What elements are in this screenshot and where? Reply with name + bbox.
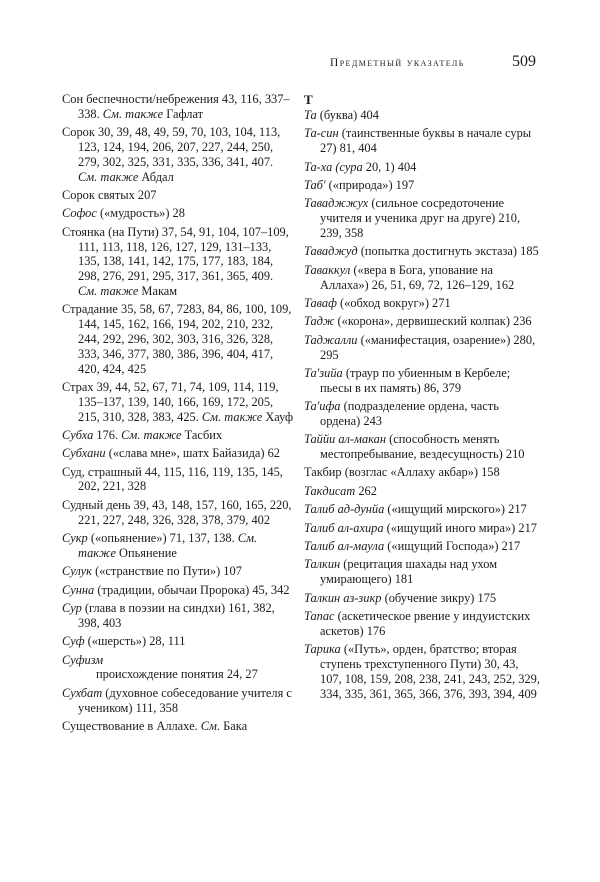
entry-pages: («странствие по Пути») 107 xyxy=(91,564,242,579)
entry-pages: («ищущий иного мира») 217 xyxy=(383,520,537,535)
entry-term: Софос xyxy=(62,206,97,221)
entry-term: Таййи ал-макан xyxy=(304,432,386,447)
index-entry xyxy=(304,160,540,175)
entry-term: Тарика xyxy=(304,642,341,657)
index-entry xyxy=(304,244,540,259)
entry-term: Талиб ад-дунйа xyxy=(304,502,385,517)
entry-pages: (обучение зикру) 175 xyxy=(381,590,497,605)
entry-term: Сорок святых xyxy=(62,187,135,202)
index-entry xyxy=(304,314,540,329)
entry-pages: 176. xyxy=(93,427,122,442)
index-entry xyxy=(62,634,294,649)
index-entry xyxy=(304,333,540,363)
page-number: 509 xyxy=(512,53,536,70)
see-also-label: См. также xyxy=(121,427,182,442)
entry-term: Та-син xyxy=(304,126,339,141)
entry-term: Талиб ал-ахира xyxy=(304,520,384,535)
index-entry xyxy=(62,653,294,683)
see-also-label: См. также xyxy=(102,106,164,121)
entry-term: Талкин xyxy=(304,557,341,572)
see-also-label: См. также xyxy=(78,531,258,560)
entry-term: Судный день xyxy=(62,497,131,512)
entry-term: Суд, страшный xyxy=(62,464,142,479)
see-also-target: Опьянение xyxy=(115,545,177,560)
index-entry xyxy=(62,302,294,376)
see-also-target: Хауф xyxy=(262,409,294,424)
entry-pages: («природа») 197 xyxy=(325,177,415,192)
running-head: Предметный указатель xyxy=(330,57,465,69)
entry-term: Таваджжух xyxy=(304,196,369,211)
index-entry xyxy=(304,521,540,536)
entry-pages: 207 xyxy=(134,187,157,202)
entry-pages: 43, 116, 337–338. xyxy=(78,92,290,121)
index-entry xyxy=(62,498,294,528)
entry-pages: («слава мне», шатх Байазида) 62 xyxy=(105,446,280,461)
index-entry xyxy=(304,296,540,311)
entry-pages: («корона», дервишеский колпак) 236 xyxy=(334,314,532,329)
entry-pages: («обход вокруг») 271 xyxy=(336,295,451,310)
index-entry xyxy=(304,196,540,240)
entry-pages: (траур по убиенным в Кербеле; пьесы в их память) 86, 379 xyxy=(320,365,511,395)
entry-pages: («манифестация, озарение») 280, 295 xyxy=(320,332,536,362)
entry-term: Таваккул xyxy=(304,262,351,277)
index-entry xyxy=(62,92,294,122)
index-entry xyxy=(62,428,294,443)
see-also-target: Макам xyxy=(138,283,178,298)
entry-term: Страх xyxy=(62,379,94,394)
see-also-target: Тасбих xyxy=(181,427,223,442)
entry-pages: 39, 43, 148, 157, 160, 165, 220, 221, 227, 248, 326, 328, 378, 379, 402 xyxy=(78,497,292,527)
entry-pages: («мудрость») 28 xyxy=(96,206,185,221)
index-entry xyxy=(304,178,540,193)
see-also-label: См. также xyxy=(201,409,263,424)
entry-term: Суфизм xyxy=(62,652,104,667)
entry-pages: 44, 115, 116, 119, 135, 145, 202, 221, 328 xyxy=(78,464,283,494)
entry-pages: 20, 1) 404 xyxy=(362,159,417,174)
entry-term: Талиб ал-маула xyxy=(304,539,385,554)
entry-term: Сон беспечности/небрежения xyxy=(62,92,219,106)
index-entry xyxy=(304,557,540,587)
entry-pages: (рецитация шахады над ухом умирающего) 181 xyxy=(320,557,498,587)
entry-term: Сукр xyxy=(62,531,88,546)
see-also-target: Гафлат xyxy=(163,106,204,121)
index-column-left xyxy=(62,92,294,737)
index-entry xyxy=(62,686,294,716)
entry-term: Таваджуд xyxy=(304,244,358,259)
entry-term: Сорок xyxy=(62,125,95,140)
entry-term: Страдание xyxy=(62,302,118,317)
index-entry xyxy=(62,601,294,631)
index-entry xyxy=(304,126,540,156)
entry-pages: (традиции, обычаи Пророка) 45, 342 xyxy=(94,582,290,597)
index-entry xyxy=(62,206,294,221)
entry-term: Такбир xyxy=(304,465,342,480)
entry-pages: (попытка достигнуть экстаза) 185 xyxy=(357,244,539,259)
entry-pages: (сильное сосредоточение учителя и ученика друг на друге) 210, 239, 358 xyxy=(320,196,521,240)
letter-heading: Т xyxy=(304,92,313,107)
see-also-target: Абдал xyxy=(138,169,174,184)
index-entry xyxy=(304,465,540,480)
entry-term: Та'ифа xyxy=(304,399,341,414)
entry-pages: 262 xyxy=(355,483,377,498)
index-entry xyxy=(304,642,540,701)
index-entry xyxy=(304,366,540,396)
index-entry xyxy=(62,564,294,579)
entry-pages: 30, 39, 48, 49, 59, 70, 103, 104, 113, 123, 124, 194, 206, 207, 227, 244, 250, 279, 302, 325, 331, 335, 336, 341, 407. xyxy=(78,125,281,169)
entry-term: Сур xyxy=(62,601,82,616)
index-entry xyxy=(62,465,294,495)
entry-pages: («Путь», орден, братство; вторая ступень трехступенного Пути) 30, 43, 107, 108, 159, 208, 238, 241, 243, 252, 329, 334, 335, 361, 365, 366, 376, 393, 394, 409 xyxy=(320,642,540,701)
entry-term: Субхани xyxy=(62,446,106,461)
see-also-label: См. xyxy=(200,718,221,733)
entry-term: Та xyxy=(304,108,317,122)
see-also-label: См. также xyxy=(78,283,139,298)
index-entries-right xyxy=(304,108,540,701)
entry-pages: (глава в поэзии на синдхи) 161, 382, 398, 403 xyxy=(78,601,275,630)
entry-pages: (подразделение ордена, часть ордена) 243 xyxy=(320,399,499,428)
entry-pages: (таинственные буквы в начале суры 27) 81, 404 xyxy=(320,126,532,156)
index-entry xyxy=(304,432,540,462)
index-entry xyxy=(304,263,540,293)
entry-term: Сулук xyxy=(62,564,92,579)
entry-term: Тадж xyxy=(304,314,335,329)
entry-term: Стоянка (на Пути) xyxy=(62,224,159,239)
entry-pages: («вера в Бога, упование на Аллаха») 26, 51, 69, 72, 126–129, 162 xyxy=(320,262,515,292)
index-entry xyxy=(62,380,294,424)
index-entry xyxy=(304,609,540,639)
entry-term: Талкин аз-зикр xyxy=(304,590,382,605)
index-entry xyxy=(304,108,540,123)
index-entry xyxy=(62,188,294,203)
index-entry xyxy=(62,719,294,734)
index-entry xyxy=(62,531,294,561)
entry-term: Тапас xyxy=(304,608,335,623)
entry-term: Суф xyxy=(62,634,85,649)
entry-pages: (буква) 404 xyxy=(316,108,379,122)
entry-subentry: происхождение понятия 24, 27 xyxy=(96,667,258,682)
entry-term: Таб' xyxy=(304,177,326,192)
index-column-right xyxy=(304,92,540,705)
entry-pages: («ищущий Господа») 217 xyxy=(384,539,521,554)
entry-term: Таваф xyxy=(304,295,337,310)
see-also-label: См. также xyxy=(78,169,139,184)
entry-term: Сунна xyxy=(62,582,95,597)
entry-term: Субха xyxy=(62,427,94,442)
entry-pages: 35, 58, 67, 7283, 84, 86, 100, 109, 144, 145, 162, 166, 194, 202, 210, 232, 244, 292, 296, 302, 303, 316, 326, 328, 333, 346, 377, 380, 386, 396, 404, 417, 420, 424, 425 xyxy=(78,302,292,376)
index-entry xyxy=(62,446,294,461)
entry-pages: (возглас «Аллаху акбар») 158 xyxy=(341,465,500,480)
index-entry xyxy=(304,539,540,554)
index-entry xyxy=(304,591,540,606)
entry-term: Существование в Аллахе. xyxy=(62,718,198,733)
entry-term: Та'зийа xyxy=(304,365,343,380)
see-also-target: Бака xyxy=(220,718,248,733)
index-entry xyxy=(304,484,540,499)
index-entry xyxy=(304,502,540,517)
index-entry xyxy=(62,125,294,184)
entry-term: Сухбат xyxy=(62,685,103,700)
entry-pages: 37, 54, 91, 104, 107–109, 111, 113, 118, 126, 127, 129, 131–133, 135, 138, 141, 142, 175, 177, 183, 184, 298, 276, 291, 295, 317, 361, 365, 409. xyxy=(78,224,289,284)
entry-term: Та-ха (сура xyxy=(304,159,363,174)
entry-pages: («опьянение») 71, 137, 138. xyxy=(87,531,238,546)
entry-term: Таджалли xyxy=(304,332,358,347)
index-entry xyxy=(304,399,540,429)
index-entry xyxy=(62,583,294,598)
entry-pages: (способность менять местопребывание, вездесущность) 210 xyxy=(320,432,525,462)
entry-pages: 39, 44, 52, 67, 71, 74, 109, 114, 119, 135–137, 139, 140, 166, 169, 172, 205, 215, 310, 328, 383, 425. xyxy=(78,379,279,424)
index-entry xyxy=(62,225,294,299)
entry-pages: (аскетическое рвение у индуистских аскетов) 176 xyxy=(320,608,531,638)
entry-pages: («шерсть») 28, 111 xyxy=(84,634,186,649)
entry-term: Такдисат xyxy=(304,483,356,498)
entry-pages: (духовное собеседование учителя с учеником) 111, 358 xyxy=(78,685,292,715)
entry-pages: («ищущий мирского») 217 xyxy=(384,502,527,517)
